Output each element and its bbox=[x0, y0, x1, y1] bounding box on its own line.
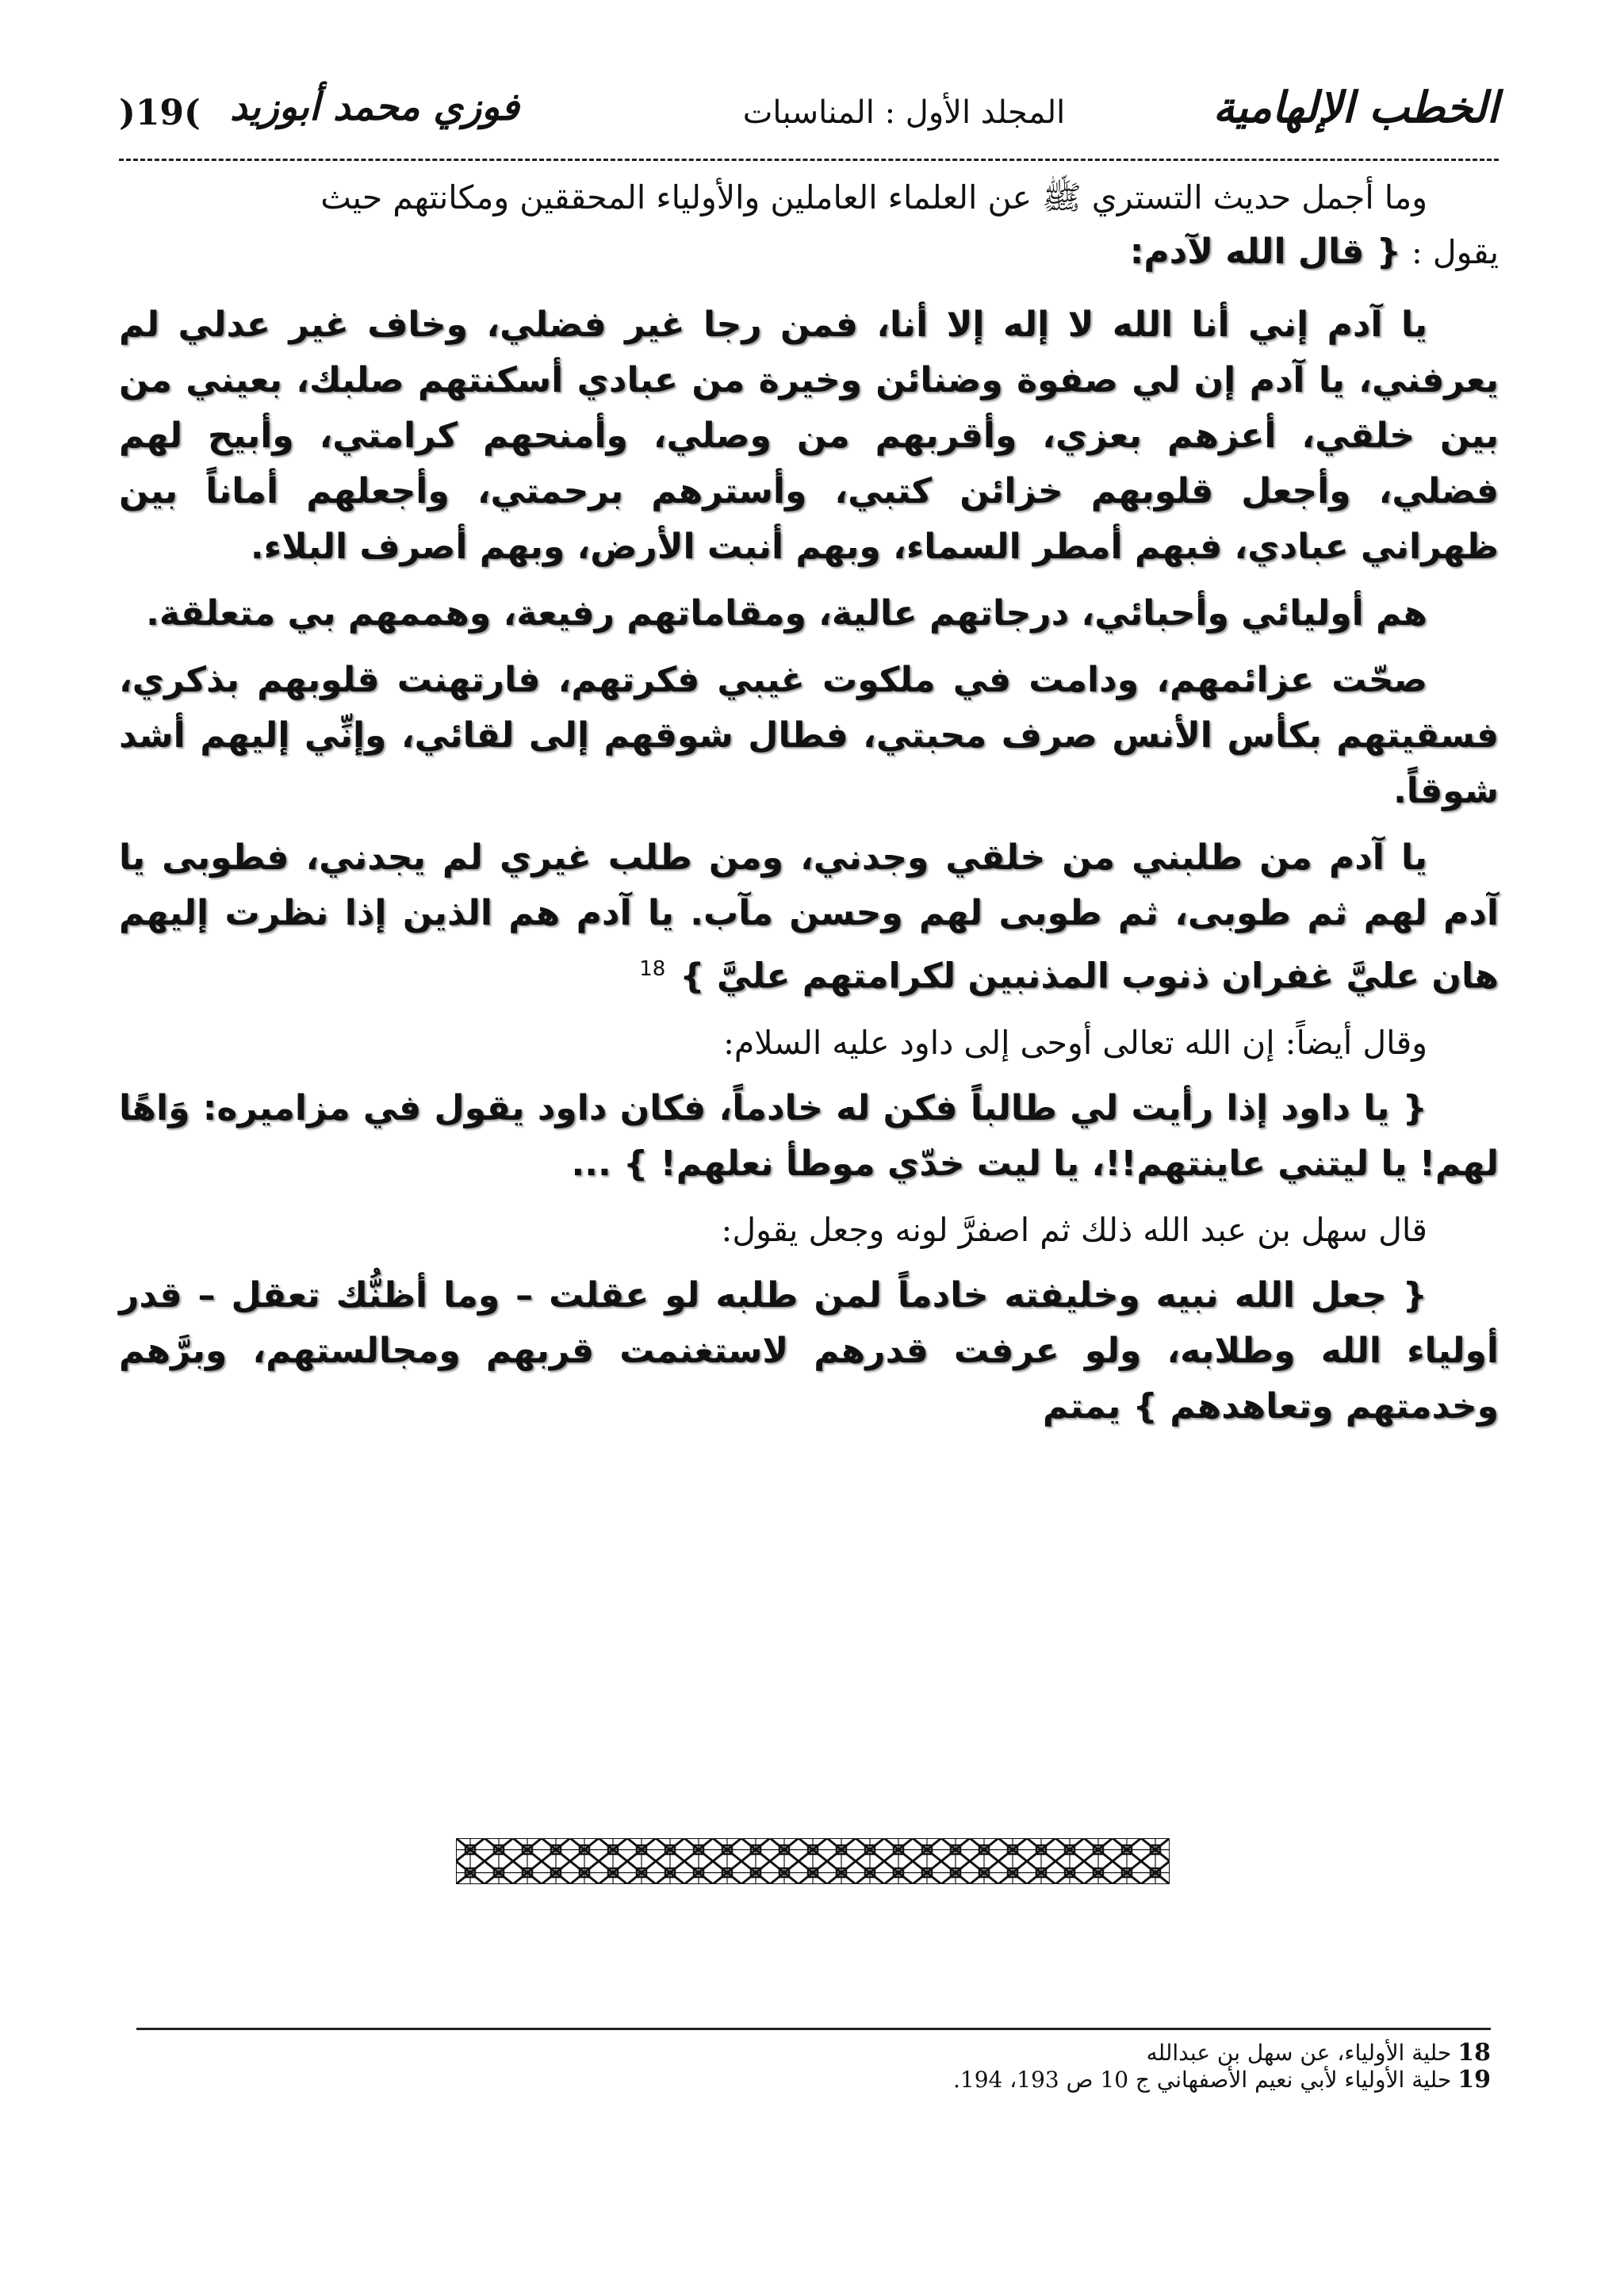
quote-paragraph-1: يا آدم إني أنا الله لا إله إلا أنا، فمن رجا غير فضلي، وخاف غير عدلي لم يعرفني، يا آدم إن لي صفوة وضنائن وخيرة من عبادي أسكنتهم صلبك، بعيني من بين خلقي، أعزهم بعزي، وأقربهم من وصلي، وأمنحهم كرامتي، وأبيح لهم فضلي، وأجعل قلوبهم خزائن كتبي، وأسترهم برحمتي، وأجعلهم أماناً بين ظهراني عبادي، فبهم أمطر السماء، وبهم أنبت الأرض، وبهم أصرف البلاء. bbox=[119, 305, 1499, 567]
footnote-18: 18حلية الأولياء، عن سهل بن عبدالله bbox=[1146, 2039, 1491, 2067]
page-number: )19( bbox=[119, 93, 201, 133]
section-ornament bbox=[456, 1838, 1170, 1884]
page-header bbox=[119, 75, 1499, 163]
footnote-divider bbox=[136, 2028, 1491, 2030]
footnote-ref-18[interactable]: 18 bbox=[639, 957, 666, 981]
footnote-19: 19حلية الأولياء لأبي نعيم الأصفهاني ج 10 ص 193، 194. bbox=[953, 2066, 1491, 2094]
main-text bbox=[119, 170, 1499, 1435]
book-title: الخطب الإلهامية bbox=[1212, 82, 1499, 132]
header-divider bbox=[119, 159, 1499, 161]
quote-opening: { قال الله لآدم: bbox=[1129, 232, 1401, 272]
narration-line-2: قال سهل بن عبد الله ذلك ثم اصفرَّ لونه وجعل يقول: bbox=[721, 1210, 1427, 1249]
quote-paragraph-4: يا آدم من طلبني من خلقي وجدني، ومن طلب غيري لم يجدني، فطوبى يا آدم لهم ثم طوبى، ثم طوبى لهم وحسن مآب. يا آدم هم الذين إذا نظرت إليهم هان عليَّ غفران ذنوب المذنبين لكرامتهم عليَّ }$^{18}$ bbox=[119, 837, 1499, 997]
quote-paragraph-3: صحّت عزائمهم، ودامت في ملكوت غيبي فكرتهم، فارتهنت قلوبهم بذكري، فسقيتهم بكأس الأنس صرف محبتي، فطال شوقهم إلى لقائي، وإنِّي إليهم أشد شوقاً. bbox=[119, 660, 1499, 811]
quote-paragraph-2: هم أوليائي وأحبائي، درجاتهم عالية، ومقاماتهم رفيعة، وهممهم بي متعلقة. bbox=[146, 593, 1427, 634]
volume-title: المجلد الأول : المناسبات bbox=[742, 94, 1066, 131]
quote-paragraph-5: { يا داود إذا رأيت لي طالباً فكن له خادماً، فكان داود يقول في مزاميره: وَاهًا لهم! يا ليتني عاينتهم!!، يا ليت خدّي موطأ نعلهم! } ... bbox=[119, 1087, 1499, 1184]
footnotes bbox=[136, 2040, 1491, 2094]
quote-paragraph-6: { جعل الله نبيه وخليفته خادماً لمن طلبه لو عقلت – وما أظنُّك تعقل – قدر أولياء الله وطلابه، ولو عرفت قدرهم لاستغنمت قربهم ومجالستهم، وبرَّهم وخدمتهم وتعاهدهم } يمتم bbox=[119, 1274, 1499, 1427]
narration-line-1: وقال أيضاً: إن الله تعالى أوحى إلى داود عليه السلام: bbox=[723, 1023, 1427, 1062]
author-name: فوزي محمد أبوزيد bbox=[230, 85, 519, 129]
intro-paragraph: وما أجمل حديث التستري ﷺ عن العلماء العاملين والأولياء المحققين ومكانتهم حيث يقول : { قال الله لآدم: bbox=[320, 178, 1499, 272]
